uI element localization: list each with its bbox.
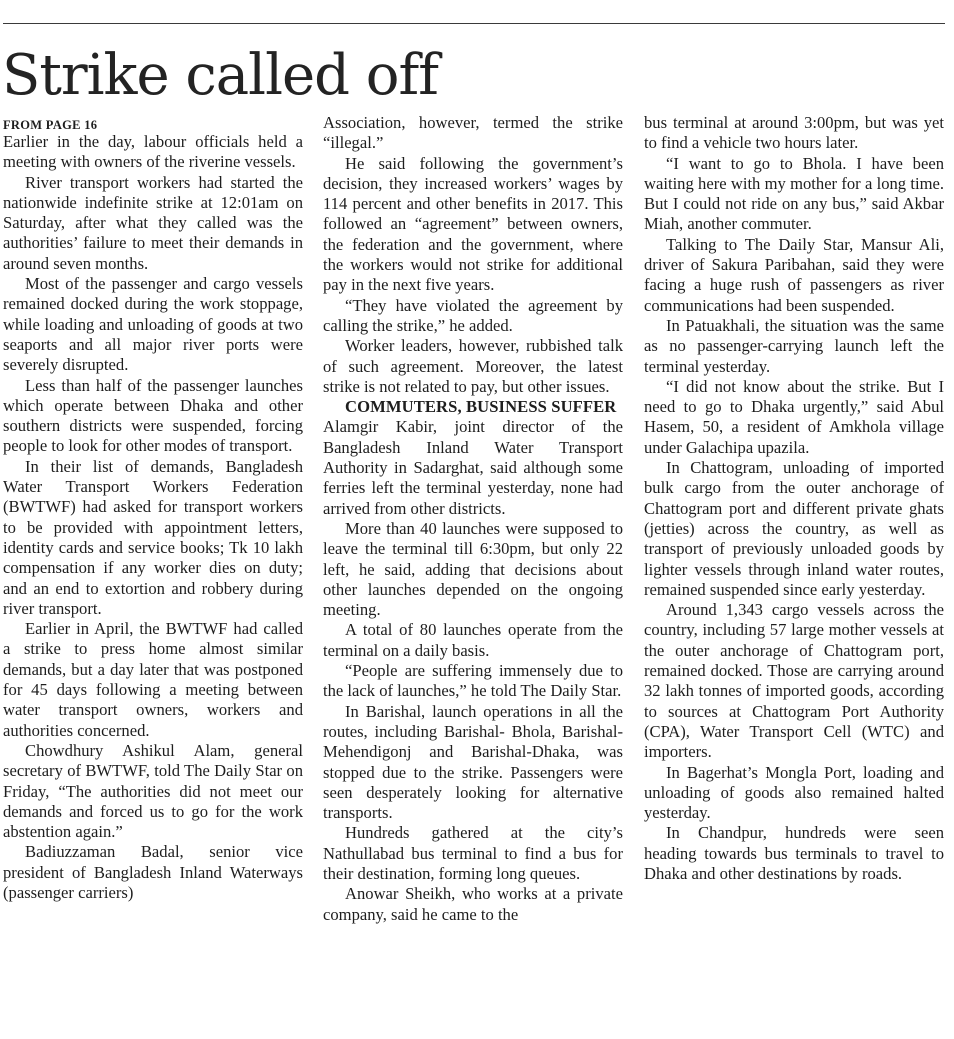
from-page-kicker: FROM PAGE 16 <box>3 118 98 132</box>
paragraph: Earlier in April, the BWTWF had called a strike to press home almost similar demands, but a day later that was postponed for 45 days following a meeting between water transport owners, workers and authorities concerned. <box>3 619 303 740</box>
paragraph: “I did not know about the strike. But I need to go to Dhaka urgently,” said Abul Hasem, 50, a resident of Amkhola village under Galachipa upazila. <box>644 376 944 457</box>
paragraph: Around 1,343 cargo vessels across the country, including 57 large mother vessels at the outer anchorage of Chattogram port, remained docked. Those are carrying around 32 lakh tonnes of imported goods, according to sources at Chattogram Port Authority (CPA), Water Transport Cell (WTC) and importers. <box>644 600 944 762</box>
paragraph: Worker leaders, however, rubbished talk of such agreement. Moreover, the latest strike is not related to pay, but other issues. <box>323 336 623 396</box>
article-column-2 <box>323 113 623 925</box>
paragraph: Chowdhury Ashikul Alam, general secretary of BWTWF, told The Daily Star on Friday, “The authorities did not meet our demands and forced us to go for the work abstention again.” <box>3 740 303 842</box>
paragraph: Most of the passenger and cargo vessels remained docked during the work stoppage, while loading and unloading of goods at two seaports and all major river ports were severely disrupted. <box>3 274 303 375</box>
paragraph: Earlier in the day, labour officials held a meeting with owners of the riverine vessels. <box>3 132 303 172</box>
paragraph: In Chattogram, unloading of imported bulk cargo from the outer anchorage of Chattogram port and different private ghats (jetties) across the country, as well as transport of previously unloaded goods by lighter vessels through inland water routes, remained suspended since early yesterday. <box>644 458 944 599</box>
headline: Strike called off <box>2 43 438 108</box>
paragraph: “They have violated the agreement by calling the strike,” he added. <box>323 295 623 335</box>
paragraph: He said following the government’s decision, they increased workers’ wages by 114 percent and other benefits in 2017. This followed an “agreement” between owners, the federation and the government, where the workers would not strike for additional pay in the next five years. <box>323 153 623 295</box>
article-column-1 <box>3 113 303 903</box>
section-subhead: COMMUTERS, BUSINESS SUFFER <box>345 397 617 417</box>
paragraph: A total of 80 launches operate from the terminal on a daily basis. <box>323 620 623 660</box>
paragraph: More than 40 launches were supposed to leave the terminal till 6:30pm, but only 22 left, he said, adding that decisions about other launches depended on the ongoing meeting. <box>323 518 623 620</box>
paragraph: Anowar Sheikh, who works at a private company, said he came to the <box>323 884 623 924</box>
paragraph: Hundreds gathered at the city’s Nathullabad bus terminal to find a bus for their destination, forming long queues. <box>323 823 623 883</box>
paragraph: “I want to go to Bhola. I have been waiting here with my mother for a long time. But I could not ride on any bus,” said Akbar Miah, another commuter. <box>644 153 944 234</box>
paragraph: Association, however, termed the strike “illegal.” <box>323 113 623 153</box>
paragraph: In Chandpur, hundreds were seen heading towards bus terminals to travel to Dhaka and other destinations by roads. <box>644 823 944 883</box>
paragraph: In Patuakhali, the situation was the same as no passenger-carrying launch left the terminal yesterday. <box>644 315 944 376</box>
paragraph: In Barishal, launch operations in all the routes, including Barishal- Bhola, Barishal- Mehendigonj and Barishal-Dhaka, was stopped due to the strike. Passengers were seen desperately looking for alternative transports. <box>323 701 623 823</box>
paragraph: In their list of demands, Bangladesh Water Transport Workers Federation (BWTWF) had asked for transport workers to be provided with appointment letters, identity cards and service books; Tk 10 lakh compensation if any worker dies on duty; and an end to extortion and robbery during river transport. <box>3 456 303 618</box>
paragraph: Alamgir Kabir, joint director of the Bangladesh Inland Water Transport Authority in Sadarghat, said although some ferries left the terminal yesterday, none had arrived from other districts. <box>323 417 623 518</box>
paragraph: River transport workers had started the nationwide indefinite strike at 12:01am on Saturday, after what they called was the authorities’ failure to meet their demands in around seven months. <box>3 172 303 273</box>
paragraph: “People are suffering immensely due to the lack of launches,” he told The Daily Star. <box>323 661 623 701</box>
article-column-3 <box>644 113 944 884</box>
paragraph: Less than half of the passenger launches which operate between Dhaka and other southern districts were suspended, forcing people to look for other modes of transport. <box>3 375 303 456</box>
paragraph: In Bagerhat’s Mongla Port, loading and unloading of goods also remained halted yesterday. <box>644 762 944 823</box>
top-rule <box>3 23 945 24</box>
paragraph: bus terminal at around 3:00pm, but was yet to find a vehicle two hours later. <box>644 113 944 153</box>
paragraph: Badiuzzaman Badal, senior vice president of Bangladesh Inland Waterways (passenger carriers) <box>3 842 303 902</box>
paragraph: Talking to The Daily Star, Mansur Ali, driver of Sakura Paribahan, said they were facing a huge rush of passengers as river communications had been suspended. <box>644 234 944 315</box>
